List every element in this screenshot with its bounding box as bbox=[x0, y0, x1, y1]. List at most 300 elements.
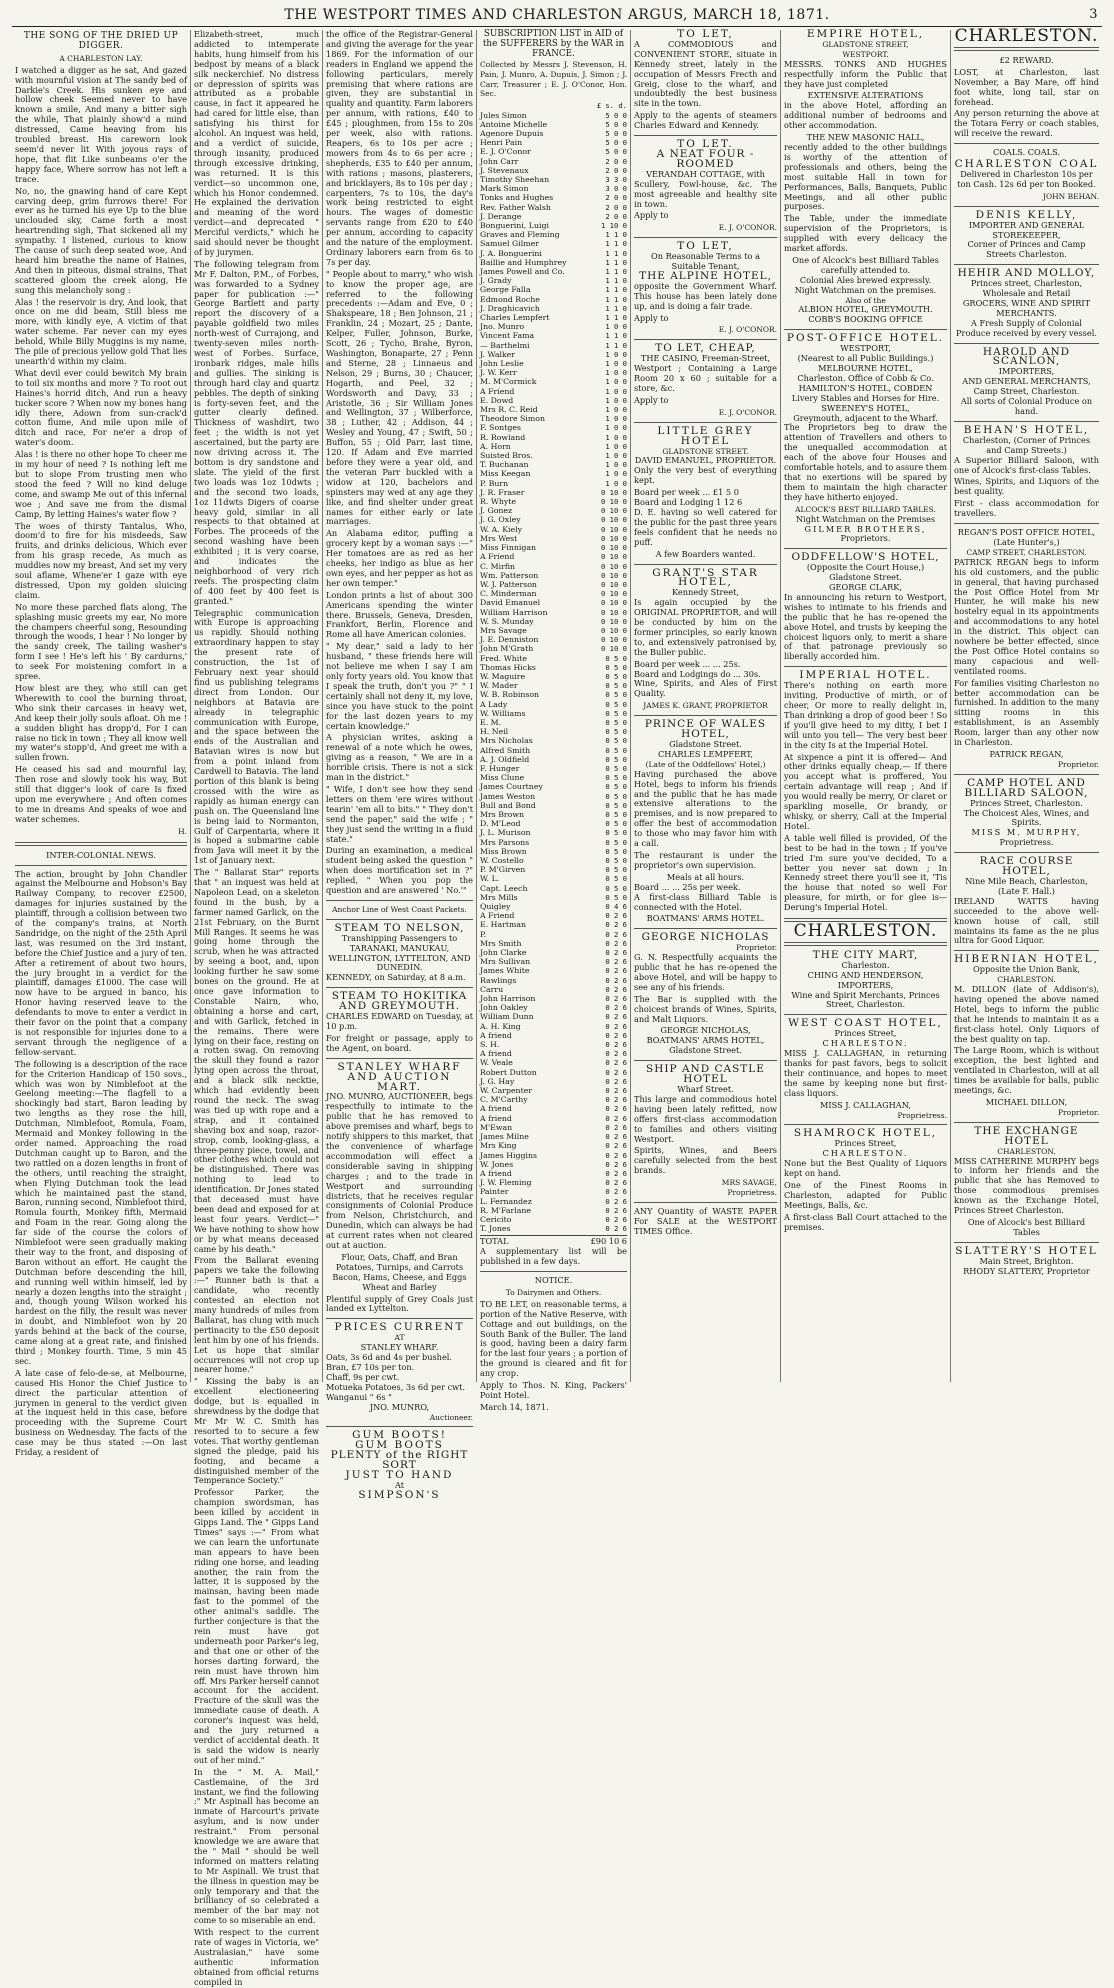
paragraph: He ceased his sad and mournful lay, Then rose and slowly took his way, But still that digger's look of care Is fixed upon me everywhere ; And often comes to me in dreams And speaks of woe and water schemes. bbox=[15, 764, 187, 824]
subscriber-name: T. Jones bbox=[480, 1224, 511, 1234]
subscriber-name: Graves and Fleming bbox=[480, 230, 560, 240]
subscription-row bbox=[480, 1151, 627, 1160]
subscription-amount: 0 2 6 bbox=[605, 1104, 627, 1114]
regan-text: PATRICK REGAN begs to inform his old customers, and the public in general, that having purchased the Post Office Hotel from Mr Hunter, he will make his new hostelry equal in its appointments and accommodations to any hotel in the district. This object can nowhere be better effected, since the Post Office Hotel contains so many capacious and well-ventilated rooms. bbox=[954, 556, 1099, 676]
subscription-amount: 1 0 0 bbox=[605, 359, 627, 369]
subscription-amount: 1 1 0 bbox=[605, 294, 627, 304]
subscriber-name: James Powell and Co. bbox=[480, 267, 565, 276]
subscription-row bbox=[480, 479, 627, 488]
subscription-row bbox=[480, 1068, 627, 1077]
subscriber-name: Timothy Sheehan bbox=[480, 174, 550, 184]
empire-text3: recently added to the other buildings is worthy of the attention of professionals and others, being the most suitable Hall in town for Performances, Balls, Banquets, Public Meetings, and all other public purposes. bbox=[784, 141, 947, 212]
reward-text2: Any person returning the above at the Totara Ferry or coach stables, will receive the reward. bbox=[954, 108, 1099, 139]
empire-hall: THE NEW MASONIC HALL, bbox=[806, 132, 925, 143]
subscription-amount: 0 5 0 bbox=[605, 662, 627, 672]
sweeney-title: SWEENEY'S HOTEL, bbox=[821, 402, 910, 413]
subscription-row bbox=[480, 184, 627, 193]
subscription-amount: 1 0 0 bbox=[605, 368, 627, 378]
boatmans-text: G. N. Respectfully acquaints the public that he has re-opened the above Hotel, and will be happy to see any of his friends. bbox=[634, 952, 777, 992]
subscription-amount: 0 2 6 bbox=[605, 1049, 627, 1059]
subscription-amount: 0 10 0 bbox=[601, 497, 627, 507]
prices-place: STANLEY WHARF. bbox=[360, 1342, 439, 1353]
subscription-amount: 1 0 0 bbox=[605, 441, 627, 451]
subscription-amount: 0 2 6 bbox=[605, 929, 627, 939]
empire-title: EMPIRE HOTEL, bbox=[806, 28, 925, 40]
subscription-row bbox=[480, 994, 627, 1003]
subscription-row bbox=[480, 175, 627, 184]
subscriber-name: J. G. Oxley bbox=[480, 515, 521, 525]
subscription-row bbox=[480, 267, 627, 276]
grey-hotel-wanted: A few Boarders wanted. bbox=[655, 548, 756, 559]
subscriber-name: W. J. Patterson bbox=[480, 579, 537, 589]
subscriber-name: W. Maguire bbox=[480, 671, 526, 681]
subscriber-name: Mrs Sullivan bbox=[480, 957, 531, 967]
subscription-amount: 5 0 0 bbox=[605, 128, 627, 138]
subscription-row bbox=[480, 709, 627, 718]
behan-text2: A Superior Billiard Saloon, with one of Alcock's first-class Tables. bbox=[954, 454, 1099, 475]
subscription-row bbox=[480, 111, 627, 120]
subscriber-name: Quigley bbox=[480, 902, 511, 912]
divider bbox=[954, 852, 1099, 853]
subscription-amount: 1 0 0 bbox=[605, 423, 627, 433]
subscription-amount: 0 2 6 bbox=[605, 1058, 627, 1068]
kelly-sub: IMPORTER AND GENERAL STOREKEEPER, bbox=[968, 219, 1085, 240]
subscription-row bbox=[480, 405, 627, 414]
subscription-amount: 0 5 0 bbox=[605, 791, 627, 801]
subscription-row bbox=[480, 902, 627, 911]
prices-signature: JNO. MUNRO, bbox=[369, 1401, 430, 1412]
subscriber-name: Miss Keegan bbox=[480, 469, 531, 479]
subscriber-name: Miss Finnigan bbox=[480, 543, 537, 553]
subscriber-name: R. M'Farlane bbox=[480, 1205, 531, 1215]
subscription-row bbox=[480, 129, 627, 138]
paragraph: A late case of felo-de-se, at Melbourne, caused His Honor the Chief Justice to direct the particular attention of jurymen in general to the verdict given at the inquest held in this case, before proceeding with the Supreme Court business on Wednesday. The facts of the case may be thus stated :—On last Friday, a resident of bbox=[15, 1367, 187, 1458]
subscription-amount: 1 0 0 bbox=[605, 349, 627, 359]
subscriber-name: A Friend bbox=[480, 552, 515, 562]
subscription-amount: 0 5 0 bbox=[605, 892, 627, 902]
prices-at: AT bbox=[394, 1333, 405, 1343]
gum-boots-3: PLENTY of the RIGHT SORT bbox=[330, 1449, 469, 1472]
subscription-collected: Collected by Messrs J. Stevenson, H. Pain, J. Munro, A. Dupuis, J. Simon ; J. Carr, Treasurer ; E. J. O'Conor, Hon. Sec. bbox=[480, 59, 627, 99]
subscription-amount: 0 5 0 bbox=[605, 690, 627, 700]
subscription-amount: 0 5 0 bbox=[605, 874, 627, 884]
subscription-row bbox=[480, 1058, 627, 1067]
gum-boots-2: GUM BOOTS bbox=[355, 1439, 444, 1452]
subscriber-name: R. Rowland bbox=[480, 432, 526, 442]
subscriber-name: Rawlings bbox=[480, 975, 517, 985]
melbourne-title: MELBOURNE HOTEL, bbox=[818, 363, 913, 373]
subscriber-name: Baillie and Humphrey bbox=[480, 257, 567, 267]
subscription-amount: 0 2 6 bbox=[605, 1113, 627, 1123]
subscription-amount: 0 5 0 bbox=[605, 865, 627, 875]
subscription-row bbox=[480, 663, 627, 672]
subscriber-name: Alfred Smith bbox=[480, 745, 531, 755]
column-6 bbox=[780, 30, 950, 1382]
ching-text: Wine and Spirit Merchants, Princes Street, Charleston. bbox=[791, 989, 940, 1010]
subscription-amount: 0 2 6 bbox=[605, 1214, 627, 1224]
divider bbox=[954, 1122, 1099, 1123]
poem bbox=[15, 66, 187, 825]
subscription-row bbox=[480, 1169, 627, 1178]
subscription-amount: 0 2 6 bbox=[605, 1076, 627, 1086]
subscription-row bbox=[480, 331, 627, 340]
subscriber-name: Tonks and Hughes bbox=[480, 193, 554, 203]
subscription-row bbox=[480, 147, 627, 156]
to-let-title: TO LET, bbox=[677, 240, 734, 253]
subscriber-name: James Weston bbox=[480, 791, 536, 801]
subscriber-name: W. A. Kiely bbox=[480, 524, 523, 534]
subscription-row bbox=[480, 920, 627, 929]
grant-hotel-wine: Wine, Spirits, and Ales of First Quality. bbox=[634, 678, 777, 699]
behan-text3: Wines, Spirits, and Liquors of the best quality. bbox=[954, 476, 1099, 497]
subscriber-name: W. Costello bbox=[480, 856, 524, 865]
dillon-role: Proprietor. bbox=[1057, 1107, 1099, 1117]
subscription-row bbox=[480, 773, 627, 782]
subscription-row bbox=[480, 957, 627, 966]
price-line: Wanganui " 6s " bbox=[326, 1391, 392, 1402]
subscription-amount: 1 0 0 bbox=[605, 432, 627, 442]
west-coast-title: WEST COAST HOTEL, bbox=[788, 1017, 943, 1030]
subscriber-name: J. Stevenaux bbox=[480, 165, 529, 175]
subscription-amount: 0 2 6 bbox=[605, 938, 627, 948]
subscriber-name: F. Hunger bbox=[480, 763, 520, 773]
subscriber-name: James Courtney bbox=[480, 782, 543, 792]
charleston-heading: CHARLESTON. bbox=[954, 26, 1099, 46]
divider bbox=[326, 1058, 473, 1059]
prices-title: PRICES CURRENT bbox=[334, 1321, 465, 1334]
subscription-amount: 0 2 6 bbox=[605, 1168, 627, 1178]
subscription-amount: 0 10 0 bbox=[601, 570, 627, 580]
divider bbox=[954, 774, 1099, 775]
subscriber-name: W. B. Robinson bbox=[480, 690, 540, 700]
subscription-row bbox=[480, 515, 627, 524]
subscription-row bbox=[480, 295, 627, 304]
exchange-town: CHARLESTON. bbox=[997, 1146, 1056, 1156]
camp-role: Proprietress. bbox=[999, 837, 1054, 848]
subscriber-name: W. Mader bbox=[480, 681, 518, 691]
subscription-row bbox=[480, 718, 627, 727]
prince-wales-board: Board ... ... 25s per week. bbox=[634, 881, 741, 892]
grey-hotel-lodging: Board and Lodging 1 12 6 bbox=[634, 497, 743, 508]
subscription-row bbox=[480, 930, 627, 939]
exchange-title: THE EXCHANGE HOTEL bbox=[974, 1124, 1079, 1147]
subscription-row bbox=[480, 654, 627, 663]
subscription-row bbox=[480, 359, 627, 368]
subscription-amount: 0 2 6 bbox=[605, 1178, 627, 1188]
prince-wales-street: Gladstone Street. bbox=[669, 739, 742, 749]
slattery-sig: RHODY SLATTERY, Proprietor bbox=[963, 1265, 1090, 1276]
subscription-row bbox=[480, 239, 627, 248]
subscriber-name: Mrs Brown bbox=[480, 809, 525, 819]
poem-title: THE SONG OF THE DRIED UP DIGGER. bbox=[23, 31, 179, 51]
total-label: TOTAL bbox=[480, 1236, 509, 1247]
subscription-amount: 0 5 0 bbox=[605, 846, 627, 856]
subscription-amount: 1 0 0 bbox=[605, 322, 627, 332]
empire-town: WESTPORT. bbox=[842, 49, 889, 59]
grey-hotel-text: Only the very best of everything kept. bbox=[634, 465, 777, 486]
subscriber-name: J. Derange bbox=[480, 211, 522, 221]
divider bbox=[954, 47, 1099, 51]
to-let-head: THE CASINO, Freeman-Street, bbox=[640, 353, 771, 364]
subscription-row bbox=[480, 138, 627, 147]
subscription-amount: 1 0 0 bbox=[605, 395, 627, 405]
subscription-amount: 0 2 6 bbox=[605, 1122, 627, 1132]
subscription-amount: 2 0 0 bbox=[605, 156, 627, 166]
divider bbox=[634, 339, 777, 340]
regan-title: REGAN'S POST OFFICE HOTEL, bbox=[957, 527, 1096, 538]
subscription-row bbox=[480, 1040, 627, 1049]
stanley-wharf-note: Plentiful supply of Grey Coals just landed ex Lyttelton. bbox=[326, 1293, 473, 1314]
shamrock-text2: One of the Finest Rooms in Charleston, adapted for Public Meetings, Balls, &c. bbox=[784, 1179, 947, 1210]
boatmans-arms-title: BOATMANS' ARMS HOTEL. bbox=[646, 913, 765, 924]
grey-hotel-street: GLADSTONE STREET. bbox=[662, 446, 749, 456]
news-body-continued bbox=[194, 30, 319, 1988]
to-let-text: Scullery, Fowl-house, &c. The most agreeable and healthy site in town. bbox=[634, 178, 777, 209]
subscription-row bbox=[480, 884, 627, 893]
steam-hokitika-text: For freight or passage, apply to the Agent, on board. bbox=[326, 1032, 473, 1053]
subscription-amount: 0 10 0 bbox=[601, 533, 627, 543]
subscription-row bbox=[480, 1095, 627, 1104]
empire-text2: in the above Hotel, affording an additional number of bedrooms and other accommodation. bbox=[784, 100, 947, 131]
subscription-row bbox=[480, 792, 627, 801]
subscriber-name: Miss Brown bbox=[480, 846, 527, 856]
subscription-amount: 0 2 6 bbox=[605, 1095, 627, 1105]
news-title: INTER-COLONIAL NEWS. bbox=[46, 849, 156, 860]
prince-wales-name: CHARLES LEMPFERT, bbox=[658, 748, 753, 759]
ship-castle-street: Wharf Street. bbox=[677, 1084, 734, 1094]
subscription-amount: 0 10 0 bbox=[601, 644, 627, 654]
to-let-head: THE ALPINE HOTEL, bbox=[639, 269, 772, 282]
harold-sub: IMPORTERS, bbox=[998, 366, 1055, 377]
post-office-near: (Nearest to all Public Buildings.) bbox=[797, 353, 934, 364]
prince-wales-title: PRINCE OF WALES HOTEL, bbox=[644, 718, 767, 741]
empire-text4: The Table, under the immediate supervision of the Proprietors, is supplied with every delicacy the market affords. bbox=[784, 213, 947, 254]
subscription-amount: 1 0 0 bbox=[605, 414, 627, 424]
subscription-amount: 1 1 0 bbox=[605, 303, 627, 313]
subscription-amount: 0 2 6 bbox=[605, 948, 627, 958]
subscription-row bbox=[480, 819, 627, 828]
subscription-row bbox=[480, 746, 627, 755]
subscriber-name: John Carr bbox=[480, 156, 519, 166]
subscriber-name: George Falla bbox=[480, 285, 531, 295]
ship-castle-role: Proprietress. bbox=[727, 1188, 777, 1198]
subscription-row bbox=[480, 276, 627, 285]
to-let-sub: On Reasonable Terms to a Suitable Tenant, bbox=[651, 251, 760, 272]
subscriber-name: A friend bbox=[480, 1030, 512, 1040]
post-office-title: POST-OFFICE HOTEL. bbox=[786, 332, 945, 345]
subscription-row bbox=[480, 488, 627, 497]
camp-text2: The Choicest Ales, Wines, and Spirits. bbox=[963, 807, 1090, 828]
divider bbox=[954, 950, 1099, 951]
subscriber-name: A Lady bbox=[480, 699, 508, 709]
subscription-amount: 0 10 0 bbox=[601, 506, 627, 516]
subscription-row bbox=[480, 341, 627, 350]
subscriber-name: M'Ewan bbox=[480, 1122, 513, 1132]
prince-wales-text2: The restaurant is under the proprietor's own supervision. bbox=[634, 849, 777, 870]
divider bbox=[634, 928, 777, 929]
subscriber-name: J. W. Fleming bbox=[480, 1178, 532, 1188]
city-mart-town: Charleston. bbox=[841, 959, 890, 970]
steam-hokitika-title: STEAM TO HOKITIKA AND GREYMOUTH. bbox=[331, 990, 468, 1013]
price-line: Oats, 3s 6d and 4s per bushel. bbox=[326, 1352, 453, 1363]
subscription-amount: 0 10 0 bbox=[601, 543, 627, 553]
subscription-amount: 0 5 0 bbox=[605, 763, 627, 773]
subscription-row bbox=[480, 258, 627, 267]
to-let-text: A COMMODIOUS and CONVENIENT STORE, situate in Kennedy street, lately in the occupation of Messrs Frecth and Greig, close to the wharf, and undoubtedly the best business site in the town. bbox=[634, 38, 777, 109]
subscriber-name: Antoine Michelle bbox=[480, 119, 548, 129]
stanley-wharf-text: JNO. MUNRO, AUCTIONEER, begs respectfully to intimate to the public that he has removed to above premises and wharf, begs to notify shippers to this market, that the convenience of wharfage accommodation will effect a considerable saving in shipping charges ; and to the trade in Westport and surrounding districts, that he receives regular consignments of Colonial Produce from Nelson, Christchurch, and Dunedin, which can always be had at current rates when not cleared out at auction. bbox=[326, 1091, 473, 1251]
proprietors-alcock: ALCOCK'S BEST BILLIARD TABLES. bbox=[795, 504, 936, 514]
subscription-row bbox=[480, 828, 627, 837]
to-let-apply: Apply to bbox=[634, 312, 669, 323]
oddfellows-title: ODDFELLOW'S HOTEL, bbox=[791, 551, 940, 564]
subscription-amount: 1 0 0 bbox=[605, 451, 627, 461]
gum-boots-4: JUST TO HAND bbox=[345, 1469, 454, 1482]
subscription-amount: 0 10 0 bbox=[601, 515, 627, 525]
subscriber-name: P. M'Girven bbox=[480, 865, 526, 875]
subscriber-name: Rev. Father Walsh bbox=[480, 202, 551, 212]
harold-text2: All sorts of Colonial Produce on hand. bbox=[960, 396, 1093, 416]
divider bbox=[326, 987, 473, 988]
subscription-amount: 0 5 0 bbox=[605, 727, 627, 737]
subscription-row bbox=[480, 644, 627, 653]
subscription-row bbox=[480, 377, 627, 386]
subscription-row bbox=[480, 120, 627, 129]
grant-hotel-proprietor: JAMES K. GRANT, PROPRIETOR bbox=[643, 701, 768, 711]
subscriber-name: David Emanuel bbox=[480, 598, 541, 608]
subscription-row bbox=[480, 801, 627, 810]
subscription-amount: 0 2 6 bbox=[605, 1150, 627, 1160]
subscription-row bbox=[480, 433, 627, 442]
grey-hotel-board: Board per week ... £1 5 0 bbox=[634, 487, 739, 498]
subscription-header: £ s. d. bbox=[596, 101, 627, 111]
subscriber-name: James Milne bbox=[480, 1132, 529, 1142]
subscription-amount: 0 5 0 bbox=[605, 828, 627, 838]
regan-sig: PATRICK REGAN, bbox=[989, 749, 1064, 759]
dillon-sig: MICHAEL DILLON, bbox=[985, 1097, 1068, 1107]
subscription-amount: 0 5 0 bbox=[605, 699, 627, 709]
subscription-amount: 0 5 0 bbox=[605, 773, 627, 783]
subscriber-name: H. Neil bbox=[480, 727, 509, 737]
subscriber-name: Cericito bbox=[480, 1214, 512, 1224]
subscriber-name: E. Dowd bbox=[480, 395, 514, 405]
coals-text: Delivered in Charleston 10s per ton Cash. 12s 6d per ton Booked. bbox=[957, 168, 1096, 189]
subscriber-name: L. Fernandez bbox=[480, 1196, 532, 1206]
camp-title: CAMP HOTEL AND BILLIARD SALOON, bbox=[964, 776, 1089, 799]
paragraph: From the Ballarat evening papers we take the following :—" Runner bath is that a candidate, who recently contested an election not many hundreds of miles from Ballarat, has clung with much pertinacity to the £50 deposit lent him by one of his friends. Let us hope that similar occurrences will not crop up nearer home." bbox=[194, 1255, 319, 1375]
subscription-amount: 0 5 0 bbox=[605, 736, 627, 746]
to-let-title: TO LET, bbox=[677, 28, 734, 40]
grant-hotel-street: Kennedy Street, bbox=[672, 587, 739, 598]
slattery-title: SLATTERY'S HOTEL bbox=[955, 1244, 1098, 1257]
subscription-amount: 0 2 6 bbox=[605, 920, 627, 930]
page-number: 3 bbox=[1089, 7, 1098, 22]
subscription-row bbox=[480, 193, 627, 202]
paragraph: The following telegram from Mr F. Dalton, P.M., of Forbes, was forwarded to a Sydney paper for publication :—" George Bartlett and party report the discovery of a payable goldfield two miles north-west of Currajong, and twenty-seven miles north-west of Forbes. Surface, ironbark ridges, male hills and gullies. The sinking is through hard clay and quartz pebbles. The depth of sinking is forty-seven feet, and the gutter clearly defined. Thickness of washdirt, two feet ; the width is not yet ascertained, but the party are now driving across it. The bottom is dry sandstone and slate. The yield of the first two loads was 1oz 10dwts ; and the second two loads, 1oz 11dwts Digers of coarse heavy gold, similar in all respects to that obtained at Forbes. The proceeds of the second washing have been exhibited ; it is very coarse, and indicates the neighborhood of very rich reefs. The prospecting claim of 400 feet by 400 feet is granted." bbox=[194, 258, 319, 606]
subscription-amount: 1 0 0 bbox=[605, 478, 627, 488]
paragraph: Professor Parker, the champion swordsman, has been killed by accident in Gipps Land. The " Gipps Land Times" says :—" From what we can learn the unfortunate man appears to have been riding one horse, and leading another, the rain from the latter, it is supposed by the mainsan, having been made fast to the pommel of the other animal's saddle. The further conjecture is that the rein must have got underneath poor Parker's leg, and that one or other of the horses darting forward, the rein must have thrown him off. Mrs Parker herself cannot account for the accident. Fracture of the skull was the immediate cause of death. A coroner's inquest was held, and the jury returned a verdict of accidental death. It is said the widow is nearly out of her mind." bbox=[194, 1487, 319, 1765]
subscription-row bbox=[480, 313, 627, 322]
subscriber-name: Suisted Bros. bbox=[480, 451, 533, 461]
subscription-amount: 2 0 0 bbox=[605, 202, 627, 212]
subscription-row bbox=[480, 598, 627, 607]
subscription-amount: 0 10 0 bbox=[601, 625, 627, 635]
divider bbox=[954, 206, 1099, 207]
reward-text: LOST, at Charleston, last November, a Bay Mare, off hind foot white, long tail, star on forehead. bbox=[954, 66, 1099, 107]
subscription-row bbox=[480, 736, 627, 745]
proprietors-night: Night Watchman on the Premises bbox=[795, 513, 936, 524]
subscriber-name: W. Carpenter bbox=[480, 1086, 533, 1096]
subscriber-name: E. M. bbox=[480, 717, 502, 727]
subscription-amount: 0 5 0 bbox=[605, 819, 627, 829]
stanley-wharf-title: STANLEY WHARF AND AUCTION MART. bbox=[337, 1060, 462, 1093]
shamrock-text3: A first-class Ball Court attached to the premises. bbox=[784, 1211, 947, 1232]
subscription-amount: 5 0 0 bbox=[605, 110, 627, 120]
prices-list bbox=[326, 1353, 473, 1403]
subscription-amount: 0 2 6 bbox=[605, 1086, 627, 1096]
paragraph: During an examination, a medical student being asked the question " when does mortification set in ?" replied, " When you pop the question and are answered ' No.'" bbox=[326, 845, 473, 896]
column-1 bbox=[12, 30, 190, 1458]
post-office-town: WESTPORT, bbox=[840, 343, 891, 354]
subscription-amount: 0 5 0 bbox=[605, 754, 627, 764]
behan-text: Charleston, (Corner of Princes and Camp Streets.) bbox=[962, 434, 1091, 455]
subscription-row bbox=[480, 1031, 627, 1040]
cobb-office: COBB'S BOOKING OFFICE bbox=[808, 314, 923, 325]
subscription-amount: 0 2 6 bbox=[605, 1021, 627, 1031]
subscription-row bbox=[480, 727, 627, 736]
steam-nelson-ship: KENNEDY, on Saturday, at 8 a.m. bbox=[326, 972, 466, 983]
subscription-row bbox=[480, 1224, 627, 1233]
column-7 bbox=[950, 26, 1102, 1382]
harold-text: Camp Street, Charleston. bbox=[973, 386, 1080, 397]
subscription-amount: 0 10 0 bbox=[601, 487, 627, 497]
subscription-amount: 0 10 0 bbox=[601, 616, 627, 626]
grant-hotel-lodging: Board and Lodgings do ... 30s. bbox=[634, 668, 761, 679]
regan-addr: CAMP STREET, CHARLESTON. bbox=[966, 547, 1087, 557]
subscription-amount: 0 2 6 bbox=[605, 1141, 627, 1151]
divider bbox=[784, 329, 947, 330]
coals-title: COALS. COALS. bbox=[992, 147, 1061, 158]
race-title: RACE COURSE HOTEL, bbox=[979, 855, 1074, 878]
subscription-row bbox=[480, 571, 627, 580]
subscription-row bbox=[480, 396, 627, 405]
subscription-row bbox=[480, 1049, 627, 1058]
shamrock-street: Princes Street, bbox=[834, 1138, 897, 1149]
subscriber-name: W. S. Munday bbox=[480, 616, 534, 626]
subscription-amount: 0 10 0 bbox=[601, 552, 627, 562]
total-value: £90 10 6 bbox=[590, 1236, 627, 1247]
subscriber-name: A friend bbox=[480, 1104, 512, 1114]
paragraph: The woes of thirsty Tantalus, Who, doom'd to fire for his misdeeds, Saw fruits, and drinks delicious, Which ever from his grasp recede, As much as muddies now my breast, And set my very soul aflame, Whene'er I gaze with eye distressed, Upon my golden sluicing claim. bbox=[15, 520, 187, 600]
subscriber-name: A. Horn bbox=[480, 441, 511, 451]
subscriber-name: Wm. Patterson bbox=[480, 570, 539, 580]
subscription-amount: 0 5 0 bbox=[605, 782, 627, 792]
subscription-row bbox=[480, 285, 627, 294]
subscriber-name: William Harrison bbox=[480, 607, 548, 617]
ship-castle-title: SHIP AND CASTLE HOTEL bbox=[646, 1063, 765, 1086]
regan-role: Proprietor. bbox=[1057, 759, 1099, 769]
poem-signature: H. bbox=[178, 826, 187, 836]
subscription-row bbox=[480, 635, 627, 644]
to-let-name: E. J. O'CONOR. bbox=[718, 325, 777, 335]
subscription-row bbox=[480, 534, 627, 543]
subscription-row bbox=[480, 387, 627, 396]
hibernian-town: CHARLESTON. bbox=[997, 975, 1056, 985]
subscription-row bbox=[480, 1104, 627, 1113]
paragraph: the office of the Registrar-General and giving the average for the year 1869. For the information of our readers in England we append the following particulars, merely premising that where rations are given, they are substantial in quality and quantity. Farm laborers per annum, with rations, £40 to £45 ; ploughmen, from 15s to 20s per week, also with rations. Reapers, 6s to 10s per acre ; mowers from 4s to 6s per acre ; shepherds, £35 to £40 per annum, with rations ; masons, plasterers, and bricklayers, 8s to 10s per day ; carpenters, 7s to 10s, the day's work being restricted to eight hours. The wages of domestic servants range from £20 to £40 per annum, according to capacity and the nature of the employment. Ordinary laborers earn from 6s to 7s per day. bbox=[326, 29, 473, 267]
subscription-row bbox=[480, 368, 627, 377]
subscription-row bbox=[480, 212, 627, 221]
